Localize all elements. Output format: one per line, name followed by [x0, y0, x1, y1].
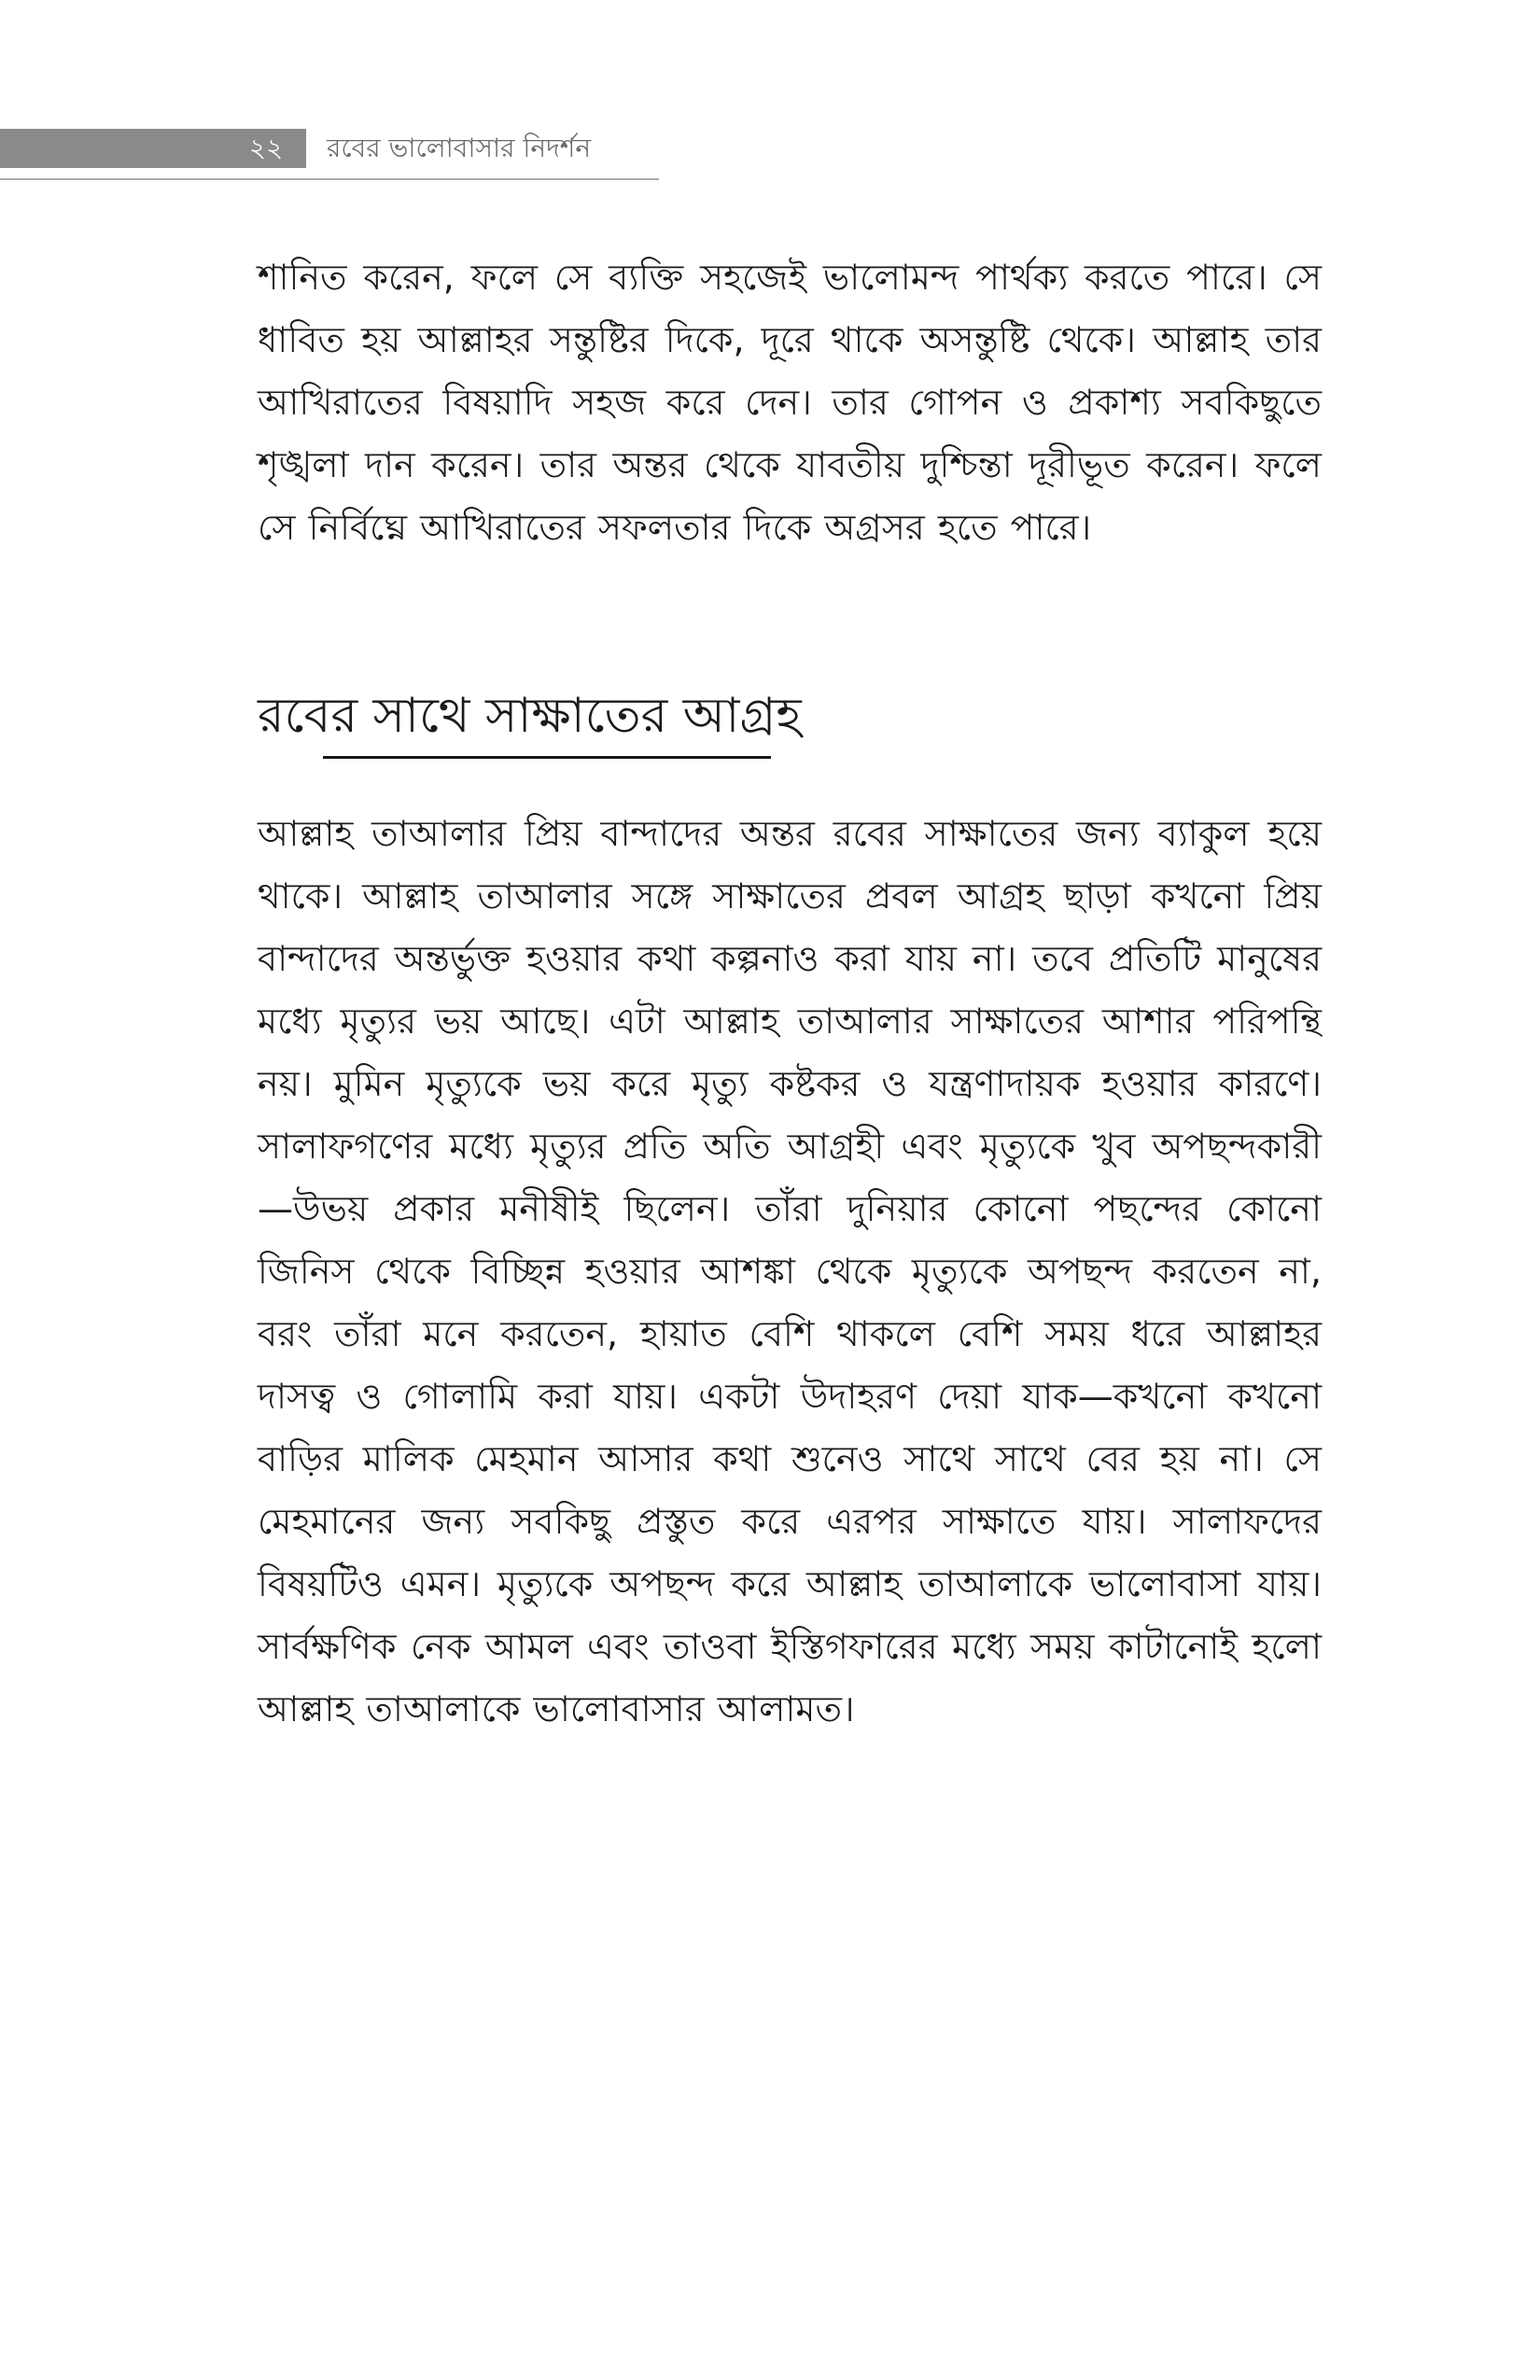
section-heading: রবের সাথে সাক্ষাতের আগ্রহ [258, 688, 802, 744]
body-paragraph-1: শানিত করেন, ফলে সে ব্যক্তি সহজেই ভালোমন্দ পার্থক্য করতে পারে। সে ধাবিত হয় আল্লাহর সন্তুষ্টির দিকে, দূরে থাকে অসন্তুষ্টি থেকে। আল্লাহ তার আখিরাতের বিষয়াদি সহজ করে দেন। তার গোপন ও প্রকাশ্য সবকিছুতে শৃঙ্খলা দান করেন। তার অন্তর থেকে যাবতীয় দুশ্চিন্তা দূরীভূত করেন। ফলে সে নির্বিঘ্নে আখিরাতের সফলতার দিকে অগ্রসর হতে পারে। [258, 257, 1322, 548]
running-header [0, 123, 659, 181]
header-rule [0, 178, 659, 180]
heading-underline [323, 756, 771, 759]
body-paragraph-2: আল্লাহ তাআলার প্রিয় বান্দাদের অন্তর রবের সাক্ষাতের জন্য ব্যাকুল হয়ে থাকে। আল্লাহ তাআলার সঙ্গে সাক্ষাতের প্রবল আগ্রহ ছাড়া কখনো প্রিয় বান্দাদের অন্তর্ভুক্ত হওয়ার কথা কল্পনাও করা যায় না। তবে প্রতিটি মানুষের মধ্যে মৃত্যুর ভয় আছে। এটা আল্লাহ তাআলার সাক্ষাতের আশার পরিপন্থি নয়। মুমিন মৃত্যুকে ভয় করে মৃত্যু কষ্টকর ও যন্ত্রণাদায়ক হওয়ার কারণে। সালাফগণের মধ্যে মৃত্যুর প্রতি অতি আগ্রহী এবং মৃত্যুকে খুব অপছন্দকারী—উভয় প্রকার মনীষীই ছিলেন। তাঁরা দুনিয়ার কোনো পছন্দের কোনো জিনিস থেকে বিচ্ছিন্ন হওয়ার আশঙ্কা থেকে মৃত্যুকে অপছন্দ করতেন না, বরং তাঁরা মনে করতেন, হায়াত বেশি থাকলে বেশি সময় ধরে আল্লাহর দাসত্ব ও গোলামি করা যায়। একটা উদাহরণ দেয়া যাক—কখনো কখনো বাড়ির মালিক মেহমান আসার কথা শুনেও সাথে সাথে বের হয় না। সে মেহমানের জন্য সবকিছু প্রস্তুত করে এরপর সাক্ষাতে যায়। সালাফদের বিষয়টিও এমন। মৃত্যুকে অপছন্দ করে আল্লাহ তাআলাকে ভালোবাসা যায়। সার্বক্ষণিক নেক আমল এবং তাওবা ইস্তিগফারের মধ্যে সময় কাটানোই হলো আল্লাহ তাআলাকে ভালোবাসার আলামত। [258, 813, 1322, 1729]
page-number: ২২ [248, 133, 284, 163]
book-title: রবের ভালোবাসার নিদর্শন [327, 133, 592, 163]
